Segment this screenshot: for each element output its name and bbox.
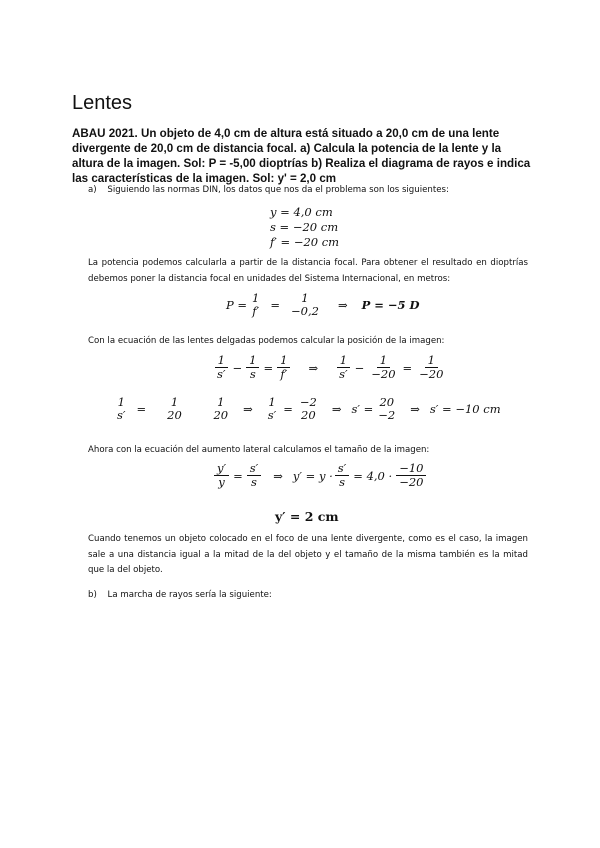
- implies-arrow: ⇒: [331, 402, 342, 417]
- frac-num: 1: [425, 354, 438, 368]
- power-paragraph: La potencia podemos calcularla a partir de la distancia focal. Para obtener el resultado en dioptrías debemos poner la distancia focal en unidades del Sistema Internacional, en metros:: [88, 258, 528, 284]
- frac-num: 1: [377, 354, 390, 368]
- image-position-equation: [112, 396, 501, 422]
- minus-sign: [193, 402, 203, 416]
- frac-num: y′: [214, 462, 229, 476]
- frac-den: s: [339, 474, 345, 489]
- frac-num: 1: [268, 395, 276, 409]
- implies-arrow: ⇒: [410, 402, 420, 417]
- frac-den: s′: [339, 366, 348, 381]
- equals-sign: =: [283, 402, 293, 417]
- data-f: f′ = −20 cm: [270, 235, 340, 249]
- data-s: s = −20 cm: [270, 220, 339, 234]
- fraction: [246, 354, 259, 381]
- fraction: [336, 354, 351, 381]
- frac-den: −2: [378, 407, 396, 422]
- implies-arrow: ⇒: [273, 468, 283, 483]
- data-y: y = 4,0 cm: [270, 205, 333, 219]
- frac-num: 1: [301, 291, 309, 305]
- frac-num: 1: [215, 354, 228, 368]
- part-a-intro-text: Siguiendo las normas DIN, los datos que nos da el problema son los siguientes:: [107, 185, 449, 195]
- s-prime-lhs: s′ =: [351, 402, 374, 417]
- frac-den: 20: [301, 407, 316, 422]
- equals-sign: =: [136, 402, 147, 417]
- equals-sign: =: [233, 468, 243, 483]
- frac-num: 1: [252, 291, 260, 305]
- fraction: [265, 396, 280, 422]
- magnif-mid: y′ = y ·: [292, 468, 333, 483]
- fraction: [396, 462, 426, 489]
- frac-num: 1: [277, 354, 290, 368]
- frac-den: s: [249, 366, 256, 381]
- fraction: [375, 396, 398, 422]
- frac-den: 20: [213, 407, 229, 422]
- part-b: [88, 588, 272, 604]
- fraction: [335, 462, 350, 489]
- minus-sign: −: [354, 360, 365, 375]
- page-title: Lentes: [72, 92, 133, 114]
- frac-den: f′: [252, 303, 260, 318]
- frac-den: s: [251, 474, 257, 489]
- fraction: [210, 396, 231, 422]
- lens-equation-paragraph: Con la ecuación de las lentes delgadas podemos calcular la posición de la imagen:: [88, 336, 445, 346]
- frac-den: −0,2: [291, 303, 319, 318]
- frac-den: s′: [117, 407, 126, 422]
- frac-num: 20: [379, 395, 395, 409]
- frac-den: s′: [217, 366, 226, 381]
- fraction-1-over-f: [249, 292, 262, 318]
- frac-num: 1: [217, 395, 225, 409]
- power-result: P = −5 D: [361, 298, 420, 313]
- equals-sign: =: [402, 360, 413, 375]
- equals-sign: =: [270, 298, 280, 313]
- part-a-label: a): [88, 185, 97, 195]
- power-lhs: P =: [226, 298, 248, 313]
- implies-arrow: ⇒: [337, 298, 348, 313]
- implies-arrow: ⇒: [308, 360, 319, 375]
- frac-den: f′: [280, 366, 288, 381]
- fraction: [247, 462, 262, 489]
- fraction: [416, 354, 446, 381]
- image-size-result: y′ = 2 cm: [275, 509, 339, 524]
- part-a-intro: [88, 183, 449, 199]
- frac-den: −20: [371, 366, 396, 381]
- frac-num: s′: [247, 462, 262, 476]
- power-equation: [226, 292, 419, 318]
- frac-num: 1: [170, 395, 179, 409]
- fraction: [368, 354, 398, 381]
- fraction: [214, 462, 229, 489]
- frac-den: s′: [267, 407, 277, 422]
- frac-num: s′: [335, 462, 350, 476]
- magnification-equation: [212, 462, 428, 489]
- fraction: [114, 396, 129, 422]
- magnification-paragraph: Ahora con la ecuación del aumento lateral calculamos el tamaño de la imagen:: [88, 445, 430, 455]
- frac-num: 1: [337, 354, 350, 368]
- frac-den: 20: [167, 407, 182, 422]
- frac-den: −20: [399, 474, 424, 489]
- implies-arrow: ⇒: [243, 402, 253, 417]
- fraction: [277, 354, 290, 381]
- given-data: [270, 205, 339, 250]
- frac-den: y: [218, 474, 225, 489]
- frac-num: 1: [117, 395, 125, 409]
- minus-sign: −: [232, 360, 243, 375]
- fraction: [164, 396, 185, 422]
- frac-num: −2: [299, 395, 317, 409]
- conclusion-paragraph: Cuando tenemos un objeto colocado en el foco de una lente divergente, como es el caso, la imagen sale a una distancia igual a la mitad de la del objeto y el tamaño de la misma también es la mitad que la del objeto.: [88, 534, 528, 575]
- frac-num: −10: [396, 462, 426, 476]
- frac-den: −20: [419, 366, 444, 381]
- equals-sign: =: [263, 360, 274, 375]
- part-b-text: La marcha de rayos sería la siguiente:: [107, 590, 272, 600]
- thin-lens-equation: [212, 354, 448, 381]
- fraction: [297, 396, 320, 422]
- magnif-coef: = 4,0 ·: [353, 468, 393, 483]
- part-b-label: b): [88, 590, 97, 600]
- fraction: [214, 354, 229, 381]
- image-position-result: s′ = −10 cm: [429, 402, 501, 417]
- frac-num: 1: [246, 354, 259, 368]
- fraction-1-over-02: [288, 292, 322, 318]
- problem-statement: ABAU 2021. Un objeto de 4,0 cm de altura está situado a 20,0 cm de una lente divergente de 20,0 cm de distancia focal. a) Calcula la potencia de la lente y la altura de la imagen. Sol: P = -5,00 dioptrías b) Realiza el diagrama de rayos e indica las características de la imagen. Sol: y' = 2,0 cm: [72, 127, 531, 185]
